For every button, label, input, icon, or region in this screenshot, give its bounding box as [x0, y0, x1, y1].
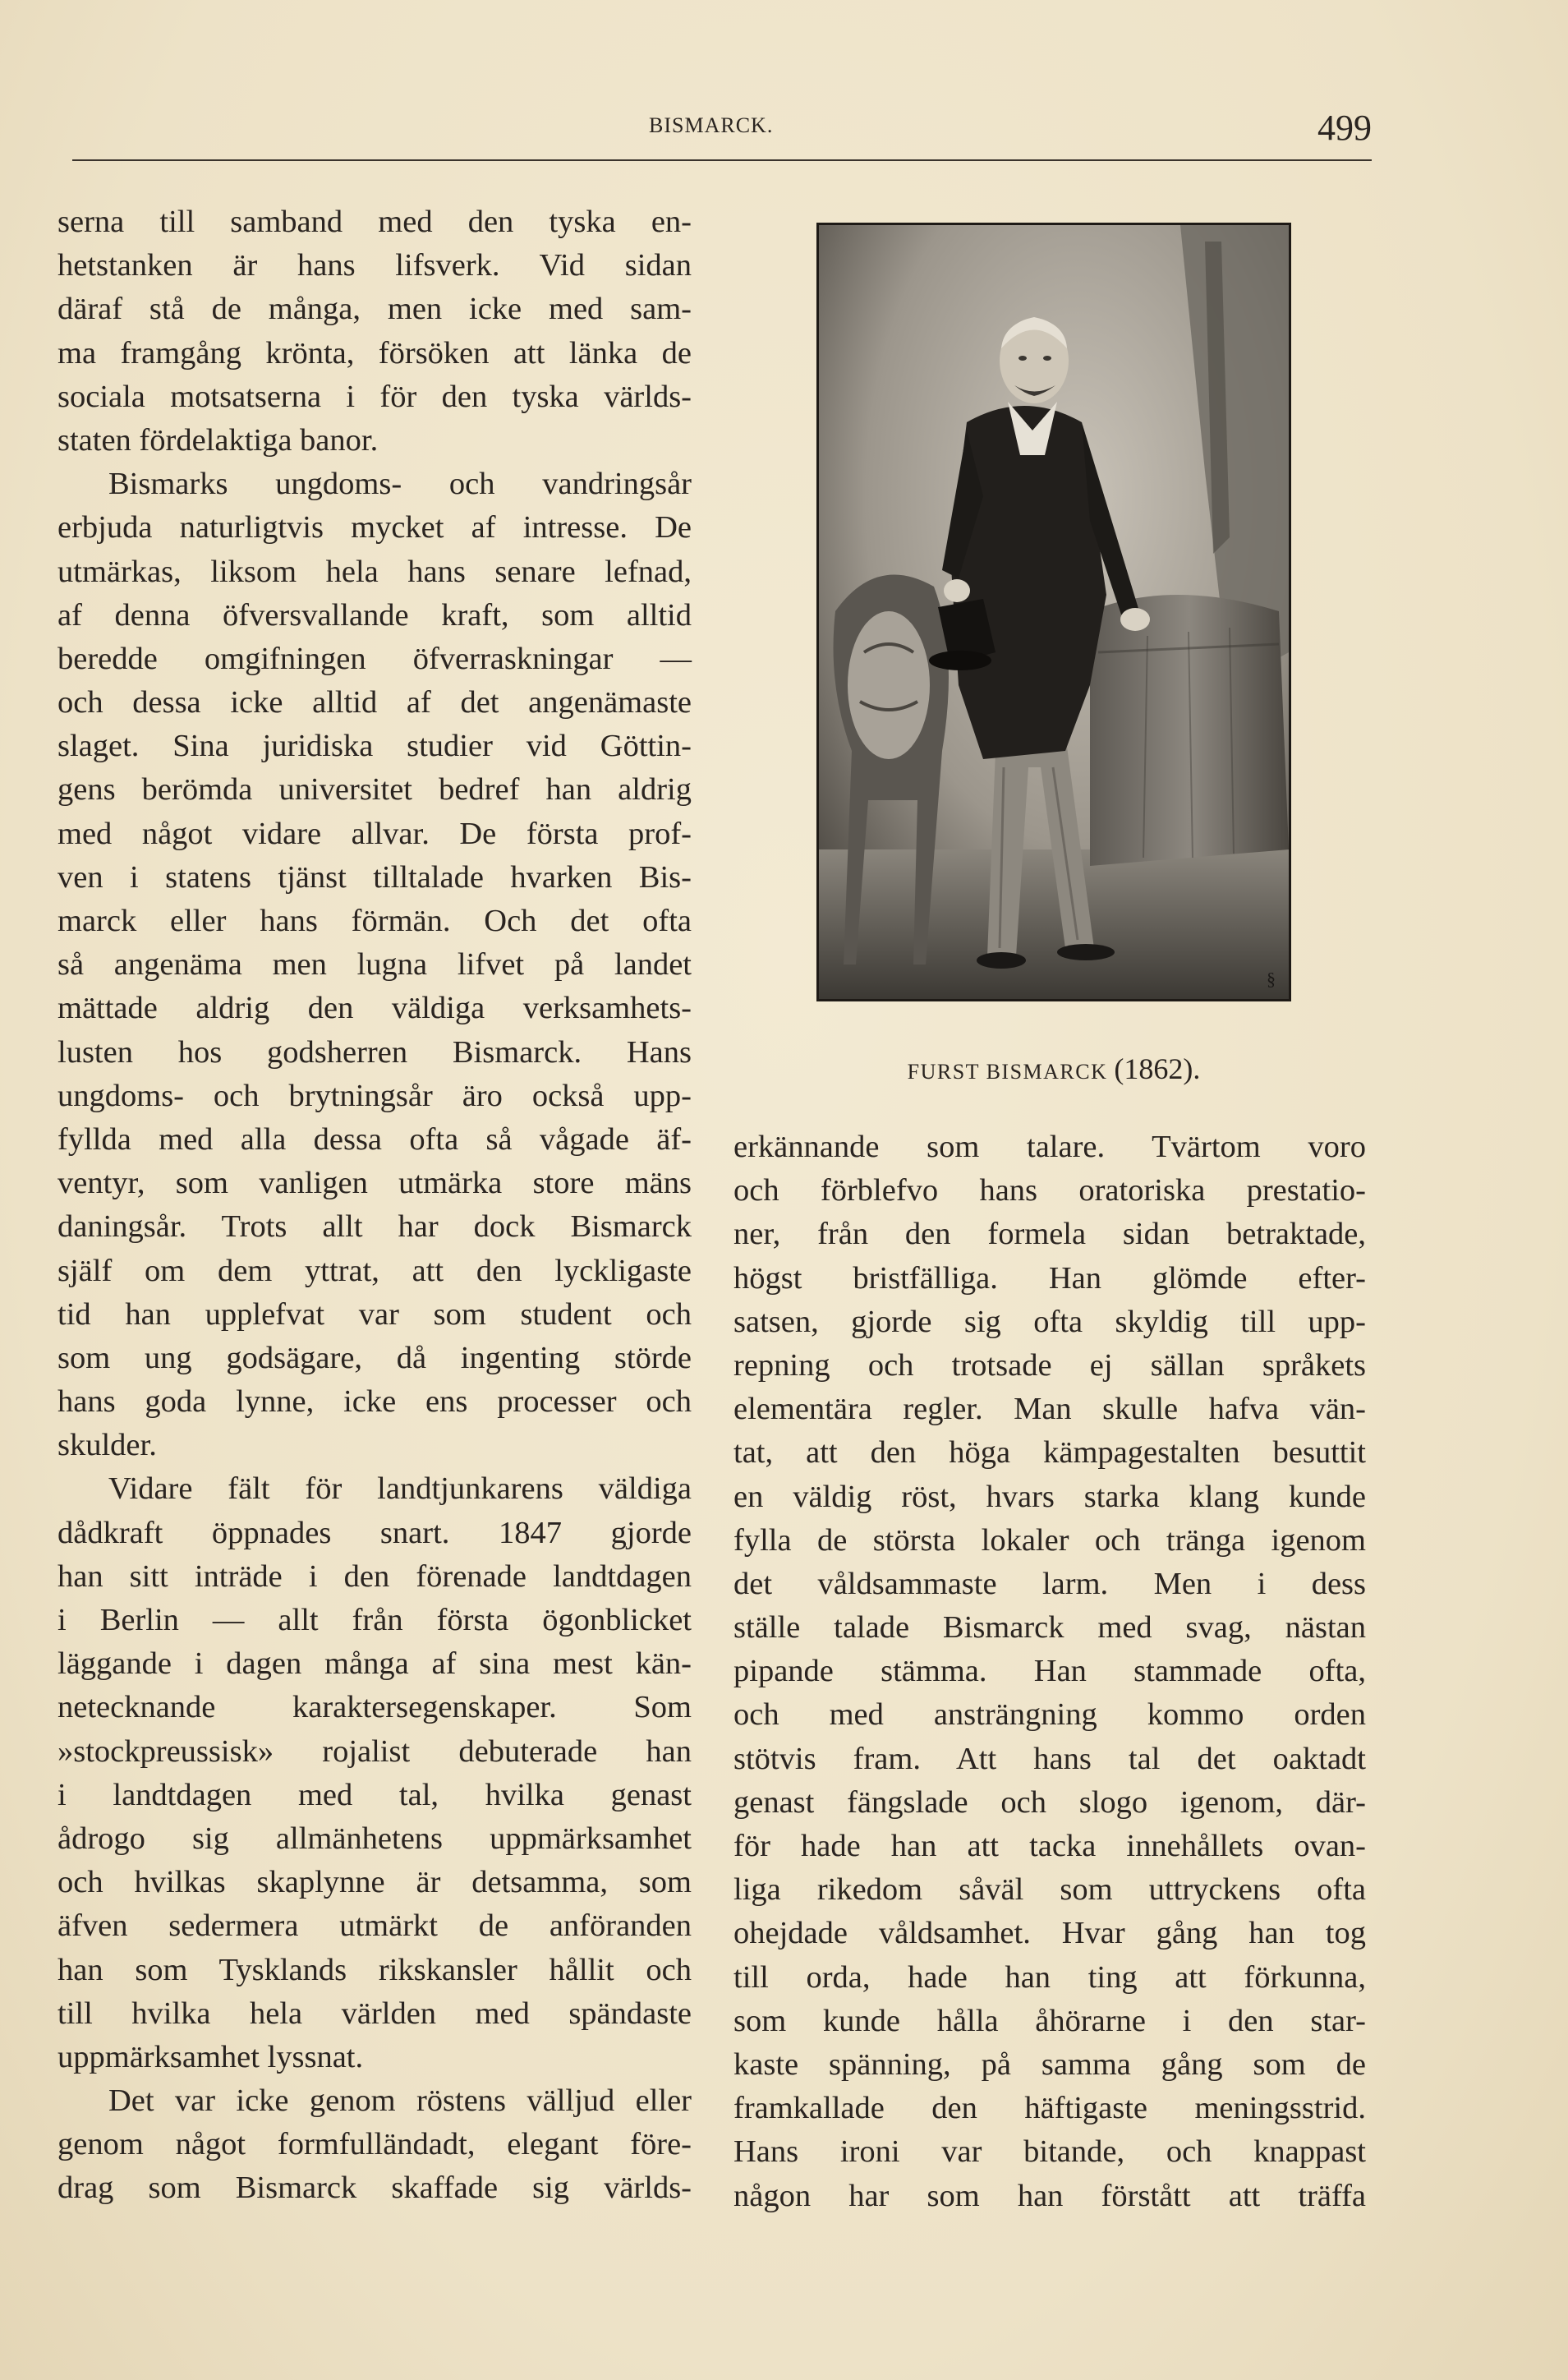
text-line: hans goda lynne, icke ens processer och	[57, 1384, 692, 1420]
text-line: ner, från den formela sidan betraktade,	[733, 1217, 1366, 1252]
text-line: en väldig röst, hvars starka klang kunde	[733, 1479, 1366, 1514]
text-line: tid han upplefvat var som student och	[57, 1296, 692, 1332]
text-line: uppmärksamhet lyssnat.	[57, 2039, 364, 2074]
text-line: dådkraft öppnades snart. 1847 gjorde	[57, 1515, 692, 1550]
text-line: som kunde hålla åhörarne i den star-	[733, 2003, 1366, 2038]
text-line: daningsår. Trots allt har dock Bismarck	[57, 1209, 692, 1245]
text-line: någon har som han förstått att träffa	[733, 2178, 1366, 2213]
text-line: pipande stämma. Han stammade ofta,	[733, 1654, 1366, 1689]
bismarck-photograph	[816, 223, 1291, 1001]
text-line: framkallade den häftigaste meningsstrid.	[733, 2091, 1366, 2126]
text-line: ungdoms- och brytningsår äro också upp-	[57, 1078, 692, 1113]
text-line: fylla de största lokaler och tränga igenom	[733, 1522, 1366, 1558]
text-line: ställe talade Bismarck med svag, nästan	[733, 1610, 1366, 1646]
text-line: drag som Bismarck skaffade sig världs-	[57, 2171, 692, 2206]
text-line: ventyr, som vanligen utmärka store mäns	[57, 1166, 692, 1201]
text-line: skulder.	[57, 1428, 157, 1463]
caption-text: FURST BISMARCK	[907, 1060, 1108, 1084]
text-line: staten fördelaktiga banor.	[57, 422, 379, 458]
text-line: kaste spänning, på samma gång som de	[733, 2046, 1366, 2082]
text-line: genast fängslade och slogo igenom, där-	[733, 1784, 1366, 1820]
text-line: till hvilka hela världen med spändaste	[57, 1996, 692, 2031]
text-line: fyllda med alla dessa ofta så vågade äf-	[57, 1121, 692, 1157]
text-line: serna till samband med den tyska en-	[57, 205, 692, 239]
text-line: det våldsammaste larm. Men i dess	[733, 1566, 1366, 1601]
running-head	[66, 108, 1372, 163]
text-line: själf om dem yttrat, att den lyckligaste	[57, 1253, 692, 1288]
text-line: och hvilkas skaplynne är detsamma, som	[57, 1865, 692, 1900]
text-line: netecknande karaktersegenskaper. Som	[57, 1690, 692, 1725]
text-line: och med ansträngning kommo orden	[733, 1697, 1366, 1733]
text-line: gens berömda universitet bedref han aldrig	[57, 772, 692, 808]
text-line: hetstanken är hans lifsverk. Vid sidan	[57, 248, 692, 283]
text-line: satsen, gjorde sig ofta skyldig till upp-	[733, 1304, 1366, 1339]
text-line: erbjuda naturligtvis mycket af intresse. De	[57, 510, 692, 546]
text-line: af denna öfversvallande kraft, som alltid	[57, 597, 692, 633]
text-line: »stockpreussisk» rojalist debuterade han	[57, 1733, 692, 1769]
text-line: som ung godsägare, då ingenting störde	[57, 1340, 692, 1375]
text-line: däraf stå de många, men icke med sam-	[57, 292, 692, 327]
text-line: ohejdade våldsamhet. Hvar gång han tog	[733, 1916, 1366, 1951]
text-line: slaget. Sina juridiska studier vid Göttin-	[57, 729, 692, 764]
header-rule	[72, 159, 1372, 161]
text-line: utmärkas, liksom hela hans senare lefnad,	[57, 554, 692, 589]
text-line: i landtdagen med tal, hvilka genast	[57, 1777, 692, 1812]
text-line: marck eller hans förmän. Och det ofta	[57, 904, 692, 938]
text-line: Bismarks ungdoms- och vandringsår	[108, 467, 692, 502]
text-line: Vidare fält för landtjunkarens väldiga	[108, 1471, 692, 1507]
text-line: stötvis fram. Att hans tal det oaktadt	[733, 1741, 1366, 1776]
portrait-illustration	[819, 225, 1289, 999]
text-line: ven i statens tjänst tilltalade hvarken Bis-	[57, 859, 692, 895]
text-line: läggande i dagen många af sina mest kän-	[57, 1646, 692, 1682]
right-text-column	[733, 1126, 1366, 2218]
text-line: högst bristfälliga. Han glömde efter-	[733, 1260, 1366, 1296]
text-line: beredde omgifningen öfverraskningar —	[57, 641, 692, 676]
text-line: ådrogo sig allmänhetens uppmärksamhet	[57, 1821, 692, 1856]
text-line: tat, att den höga kämpagestalten besuttit	[733, 1435, 1366, 1471]
figure-caption	[816, 1052, 1291, 1086]
page-number: 499	[1317, 108, 1372, 148]
text-line: med något vidare allvar. De första prof-	[57, 816, 692, 851]
svg-text:§: §	[1267, 969, 1276, 989]
text-line: sociala motsatserna i för den tyska världs-	[57, 379, 692, 414]
left-text-column	[57, 200, 692, 2211]
text-line: i Berlin — allt från första ögonblicket	[57, 1603, 692, 1637]
text-line: och förblefvo hans oratoriska prestatio-	[733, 1173, 1366, 1208]
text-line: och dessa icke alltid af det angenämaste	[57, 685, 692, 720]
text-line: erkännande som talare. Tvärtom voro	[733, 1130, 1366, 1164]
text-line: elementära regler. Man skulle hafva vän-	[733, 1392, 1366, 1427]
text-line: Det var icke genom röstens välljud eller	[108, 2083, 692, 2119]
text-line: genom något formfulländadt, elegant före-	[57, 2127, 692, 2162]
text-line: för hade han att tacka innehållets ovan-	[733, 1829, 1366, 1863]
text-line: till orda, hade han ting att förkunna,	[733, 1959, 1366, 1995]
text-line: lusten hos godsherren Bismarck. Hans	[57, 1034, 692, 1070]
text-line: äfven sedermera utmärkt de anföranden	[57, 1908, 692, 1944]
text-line: så angenäma men lugna lifvet på landet	[57, 947, 692, 983]
running-title: BISMARCK.	[649, 113, 774, 137]
text-line: han sitt inträde i den förenade landtdagen	[57, 1558, 692, 1594]
text-line: han som Tysklands rikskansler hållit och	[57, 1952, 692, 1987]
text-line: Hans ironi var bitande, och knappast	[733, 2134, 1366, 2170]
text-line: liga rikedom såväl som uttryckens ofta	[733, 1872, 1366, 1908]
caption-year: (1862).	[1114, 1052, 1201, 1085]
text-line: ma framgång krönta, försöken att länka de	[57, 335, 692, 371]
text-line: repning och trotsade ej sällan språkets	[733, 1347, 1366, 1383]
text-line: mättade aldrig den väldiga verksamhets-	[57, 991, 692, 1026]
